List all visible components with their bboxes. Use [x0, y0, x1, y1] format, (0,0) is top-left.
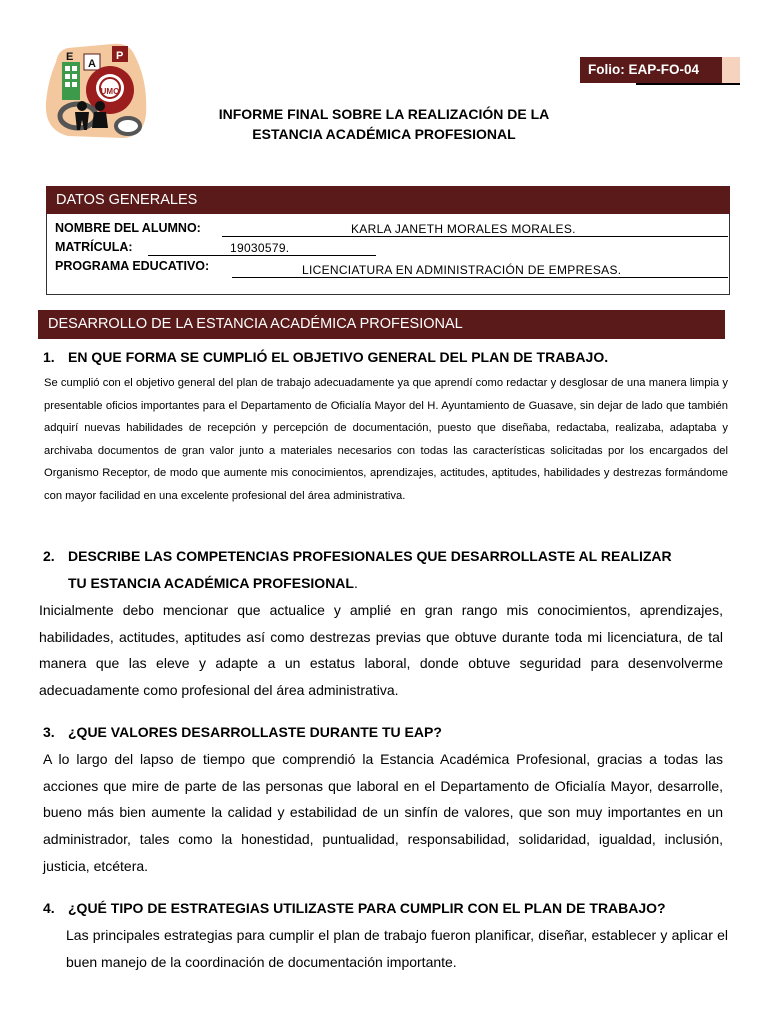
matricula-label: MATRÍCULA:	[55, 240, 133, 254]
nombre-label: NOMBRE DEL ALUMNO:	[55, 221, 201, 235]
programa-underline	[232, 277, 728, 278]
matricula-value: 19030579.	[230, 241, 290, 255]
matricula-underline	[148, 255, 376, 256]
logo-seal-text: UMO	[100, 87, 120, 96]
question-1-title: 1. EN QUE FORMA SE CUMPLIÓ EL OBJETIVO GENERAL DEL PLAN DE TRABAJO.	[43, 344, 743, 370]
programa-value: LICENCIATURA EN ADMINISTRACIÓN DE EMPRESAS.	[302, 263, 622, 277]
question-2-number: 2.	[43, 548, 55, 564]
desarrollo-heading: DESARROLLO DE LA ESTANCIA ACADÉMICA PROFESIONAL	[38, 310, 725, 339]
question-4-number: 4.	[43, 900, 55, 916]
folio-underline	[636, 83, 740, 85]
folio-badge: Folio: EAP-FO-04	[580, 57, 722, 83]
question-2-title: 2. DESCRIBE LAS COMPETENCIAS PROFESIONALES QUE DESARROLLASTE AL REALIZAR	[43, 543, 763, 569]
question-2-answer: Inicialmente debo mencionar que actualice y amplié en gran rango mis conocimientos, aprendizajes, habilidades, actitudes, aptitudes así como destrezas previas que obtuve durante toda mi licenciatura, de tal manera que las eleve y adapte a un estatus laboral, donde obtuve seguridad para desenvolverme adecuadamente como profesional del área administrativa.	[39, 602, 723, 699]
question-2-title-line-2: TU ESTANCIA ACADÉMICA PROFESIONAL.	[68, 575, 358, 591]
report-title-line-2: ESTANCIA ACADÉMICA PROFESIONAL	[252, 126, 516, 142]
question-1-answer: Se cumplió con el objetivo general del plan de trabajo adecuadamente ya que aprendí como redactar y desglosar de una manera limpia y presentable oficios importantes para el Departamento de Oficialía Mayor del H. Ayuntamiento de Guasave, sin dejar de lado que también adquirí nuevas habilidades de recepción y percepción de documentación, puesto que diseñaba, redactaba, realizaba, adaptaba y archivaba documentos de gran valor junto a materiales necesarios con todas las características solicitadas por los encargados del Organismo Receptor, de modo que aumente mis conocimientos, aprendizajes, actitudes, aptitudes, habilidades y destrezas formándome con mayor facilidad en una excelente profesional del área administrativa.	[44, 377, 728, 502]
question-1-number: 1.	[43, 349, 55, 365]
logo-letter-p: P	[116, 50, 124, 62]
programa-label: PROGRAMA EDUCATIVO:	[55, 259, 210, 273]
report-title-line-1: INFORME FINAL SOBRE LA REALIZACIÓN DE LA	[218, 106, 550, 122]
question-3-title: 3. ¿QUE VALORES DESARROLLASTE DURANTE TU EAP?	[43, 719, 743, 745]
datos-generales-heading: DATOS GENERALES	[46, 186, 730, 214]
folio-accent	[722, 57, 740, 83]
question-4-title: 4. ¿QUÉ TIPO DE ESTRATEGIAS UTILIZASTE PARA CUMPLIR CON EL PLAN DE TRABAJO?	[43, 895, 763, 921]
logo-letter-e: E	[66, 51, 74, 63]
question-4-answer: Las principales estrategias para cumplir el plan de trabajo fueron planificar, diseñar, establecer y aplicar el buen manejo de la coordinación de documentación importante.	[66, 927, 728, 970]
question-3-number: 3.	[43, 724, 55, 740]
logo-letter-a: A	[88, 58, 96, 70]
nombre-underline	[222, 236, 728, 237]
nombre-value: KARLA JANETH MORALES MORALES.	[351, 222, 576, 236]
question-3-answer: A lo largo del lapso de tiempo que comprendió la Estancia Académica Profesional, gracias a todas las acciones que mire de parte de las personas que laboral en el Departamento de Oficialía Mayor, desarrolle, bueno más bien aumente la calidad y estabilidad de un sinfín de valores, que son muy importantes en un administrador, tales como la honestidad, puntualidad, responsabilidad, solidaridad, igualdad, inclusión, justicia, etcétera.	[43, 751, 723, 874]
